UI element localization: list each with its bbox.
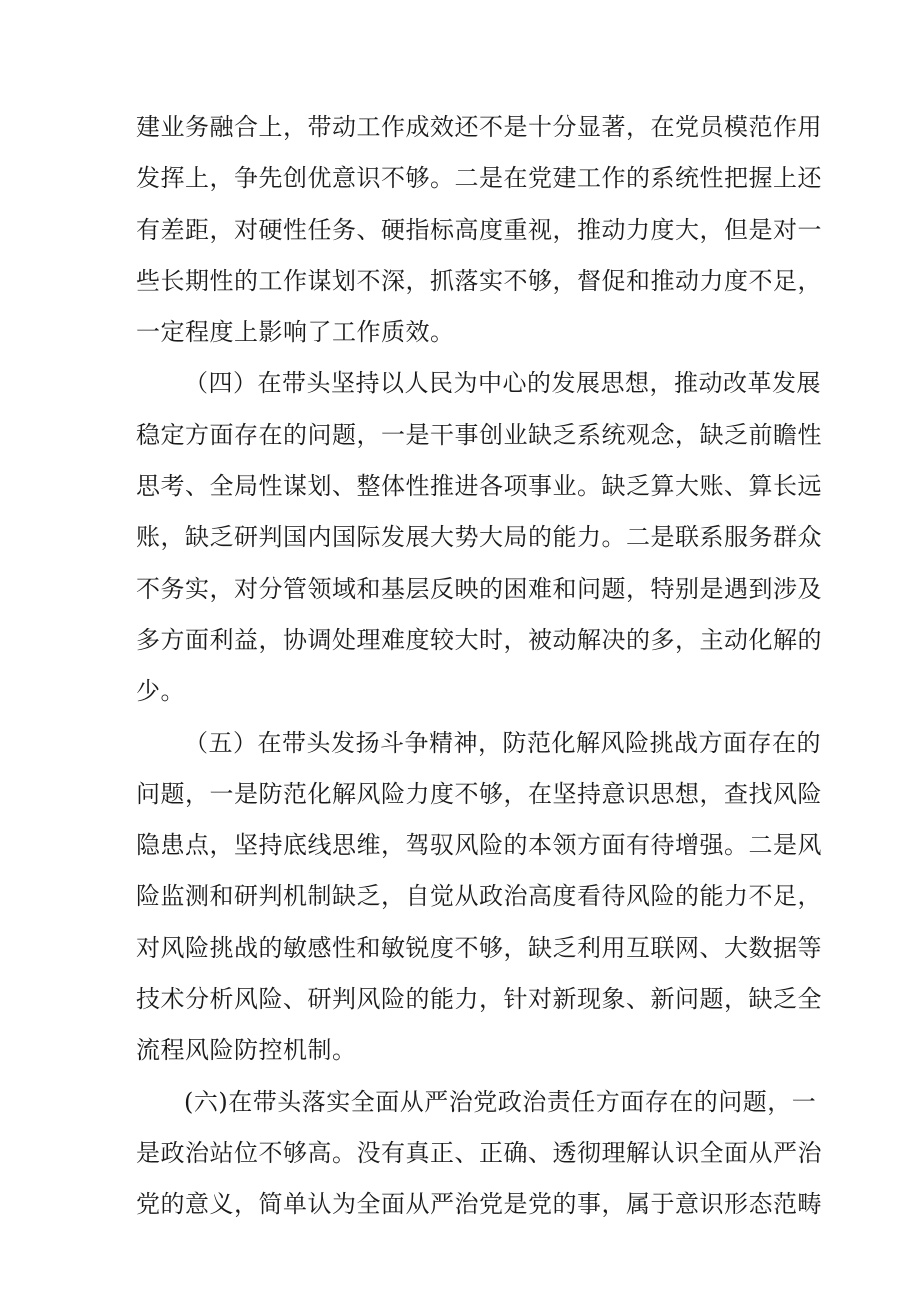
text-line: 多方面利益，协调处理难度较大时，被动解决的多，主动化解的 xyxy=(136,625,822,654)
text-line: 有差距，对硬性任务、硬指标高度重视，推动力度大，但是对一 xyxy=(136,215,822,244)
text-line: 建业务融合上，带动工作成效还不是十分显著，在党员模范作用 xyxy=(136,113,822,141)
paragraph-continuation xyxy=(136,102,822,358)
text-line: 少。 xyxy=(136,677,185,706)
text-line: 技术分析风险、研判风险的能力，针对新现象、新问题，缺乏全 xyxy=(136,985,822,1014)
text-line: （五）在带头发扬斗争精神，防范化解风险挑战方面存在的 xyxy=(184,728,821,757)
text-line: 险监测和研判机制缺乏，自觉从政治高度看待风险的能力不足， xyxy=(136,882,822,911)
text-line: 发挥上，争先创优意识不够。二是在党建工作的系统性把握上还 xyxy=(136,164,822,193)
text-line: 思考、全局性谋划、整体性推进各项事业。缺乏算大账、算长远 xyxy=(136,472,822,501)
document-body xyxy=(136,102,822,1231)
text-line: 些长期性的工作谋划不深，抓落实不够，督促和推动力度不足， xyxy=(136,266,822,295)
text-line: 党的意义，简单认为全面从严治党是党的事，属于意识形态范畴 xyxy=(136,1190,822,1219)
text-line: （四）在带头坚持以人民为中心的发展思想，推动改革发展 xyxy=(184,369,821,398)
text-line: 是政治站位不够高。没有真正、正确、透彻理解认识全面从严治 xyxy=(136,1138,822,1167)
text-line: 不务实，对分管领域和基层反映的困难和问题，特别是遇到涉及 xyxy=(136,574,822,603)
text-line: 账，缺乏研判国内国际发展大势大局的能力。二是联系服务群众 xyxy=(136,523,822,552)
text-line: 问题，一是防范化解风险力度不够，在坚持意识思想，查找风险 xyxy=(136,779,822,808)
text-line: 对风险挑战的敏感性和敏锐度不够，缺乏利用互联网、大数据等 xyxy=(136,933,822,962)
text-line: 隐患点，坚持底线思维，驾驭风险的本领方面有待增强。二是风 xyxy=(136,831,822,860)
text-line: (六)在带头落实全面从严治党政治责任方面存在的问题，一 xyxy=(184,1087,817,1116)
paragraph-section-5 xyxy=(136,718,822,1077)
text-line: 稳定方面存在的问题，一是干事创业缺乏系统观念，缺乏前瞻性 xyxy=(136,420,822,449)
text-line: 一定程度上影响了工作质效。 xyxy=(136,318,455,347)
paragraph-section-6 xyxy=(136,1077,822,1231)
paragraph-section-4 xyxy=(136,358,822,717)
text-line: 流程风险防控机制。 xyxy=(136,1036,357,1065)
